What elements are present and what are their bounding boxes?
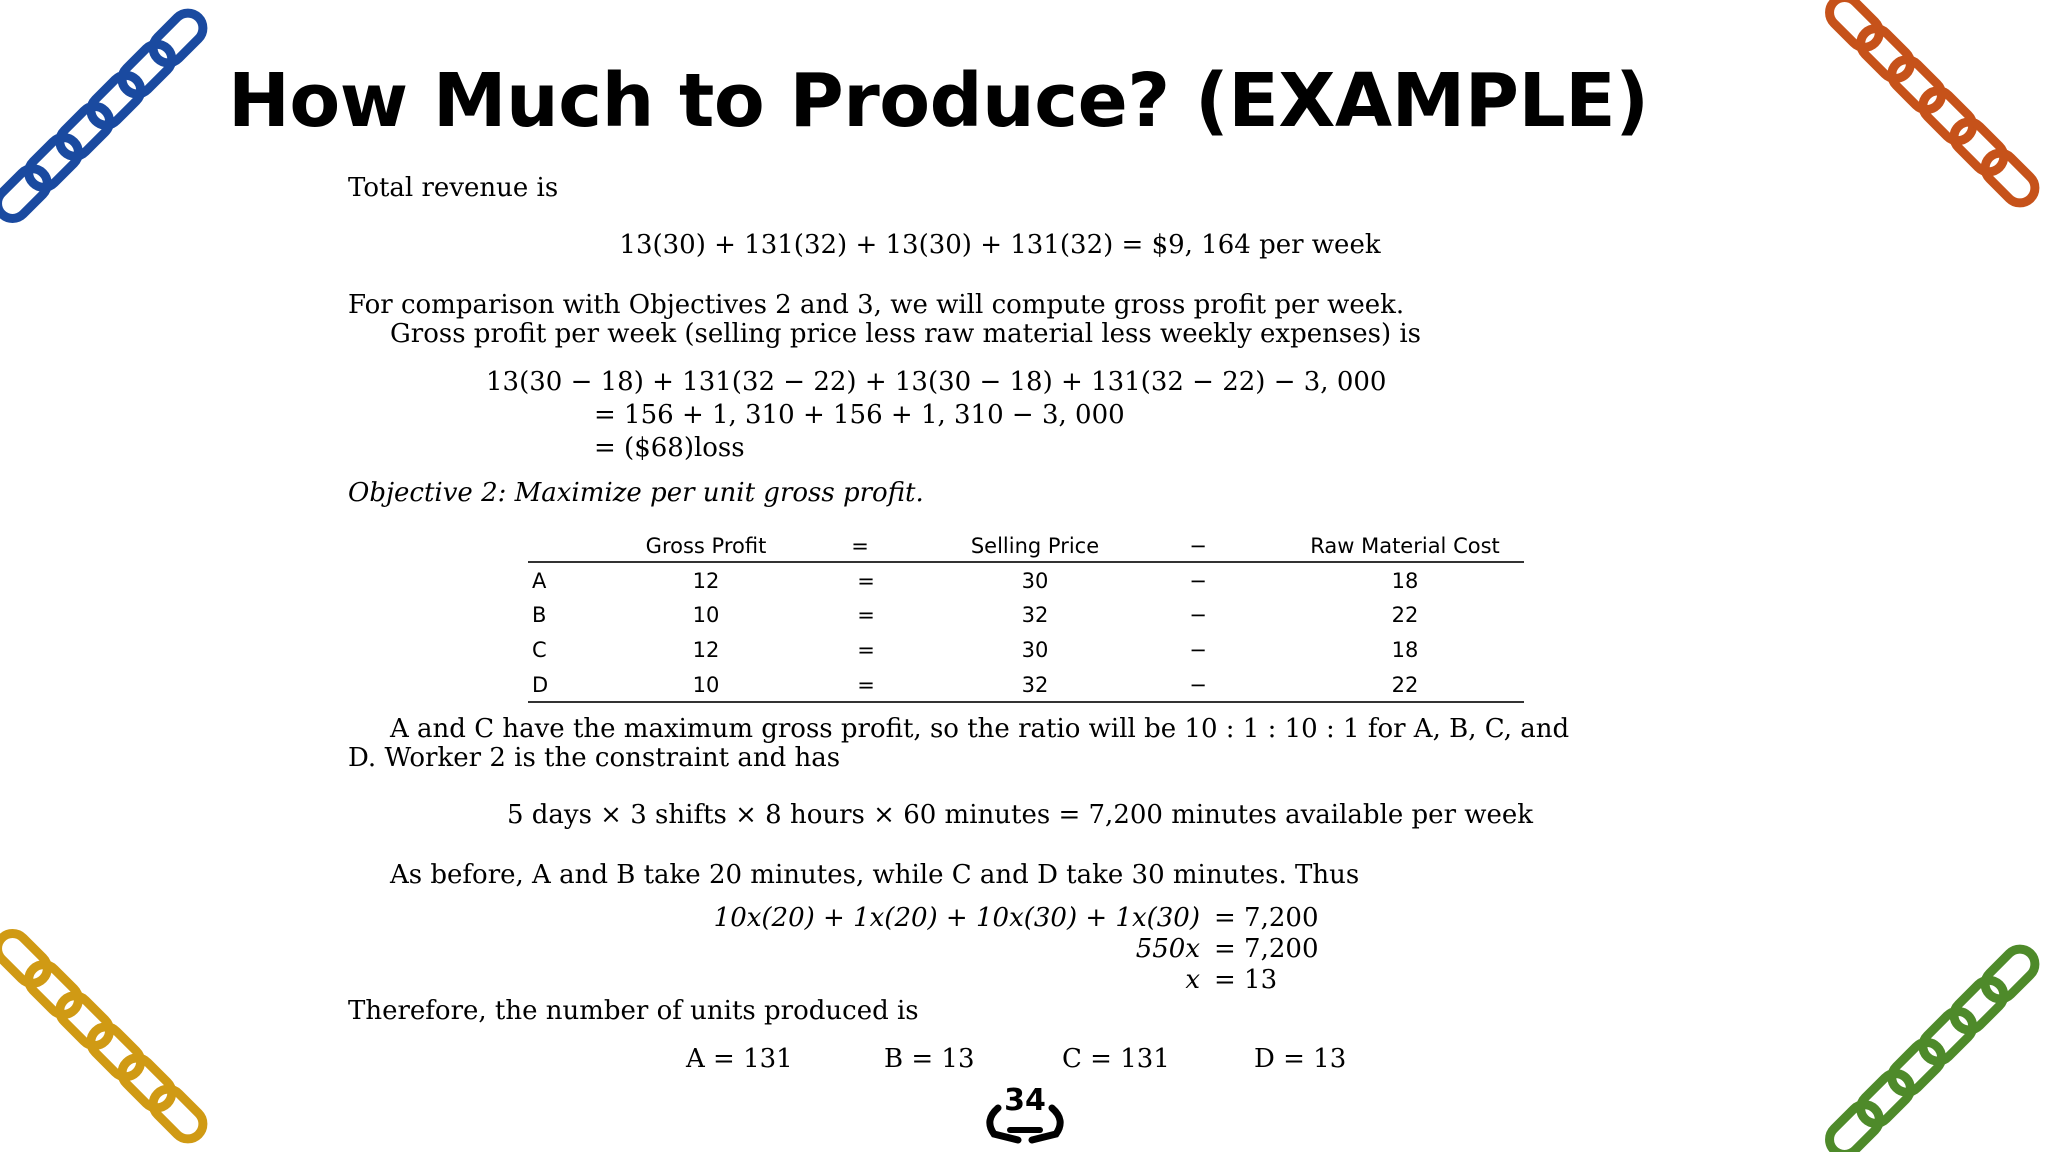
table-header-raw-material-cost: Raw Material Cost [1310, 534, 1500, 558]
table-cell-selling-price: 32 [1021, 603, 1049, 627]
table-row-label: B [532, 603, 547, 627]
table-header-gross-profit: Gross Profit [645, 534, 767, 558]
table-cell-gross-profit: 12 [692, 569, 720, 593]
solve-lhs-2: 550x [1135, 934, 1200, 964]
table-cell-selling-price: 30 [1021, 638, 1049, 662]
chain-top-right-icon [1818, 0, 2048, 230]
table-cell-equals: = [857, 603, 875, 627]
table-cell-equals: = [857, 638, 875, 662]
therefore-text: Therefore, the number of units produced is [348, 996, 919, 1026]
solve-rhs-1: = 7,200 [1214, 903, 1319, 933]
ratio-line-1: A and C have the maximum gross profit, so the ratio will be 10 : 1 : 10 : 1 for A, B, C, and [390, 714, 1570, 744]
units-b: B = 13 [884, 1044, 975, 1074]
solve-rhs-3: = 13 [1214, 965, 1278, 995]
units-d: D = 13 [1254, 1044, 1347, 1074]
units-c: C = 131 [1062, 1044, 1170, 1074]
chain-top-left-icon [0, 0, 230, 230]
gross-profit-line-1: 13(30 − 18) + 131(32 − 22) + 13(30 − 18) + 131(32 − 22) − 3, 000 [486, 367, 1387, 397]
ratio-line-2: D. Worker 2 is the constraint and has [348, 743, 841, 773]
as-before-text: As before, A and B take 20 minutes, while C and D take 30 minutes. Thus [390, 860, 1360, 890]
table-header-minus: − [1189, 534, 1207, 558]
table-header-selling-price: Selling Price [970, 534, 1100, 558]
table-cell-minus: − [1189, 603, 1207, 627]
gross-profit-line-3: = ($68)loss [594, 433, 745, 463]
page-title: How Much to Produce? (EXAMPLE) [228, 58, 1649, 144]
revenue-intro: Total revenue is [348, 173, 559, 203]
gross-profit-definition: Gross profit per week (selling price less raw material less weekly expenses) is [390, 319, 1422, 349]
table-cell-raw-material: 18 [1391, 638, 1419, 662]
table-row-label: C [532, 638, 547, 662]
table-cell-minus: − [1189, 638, 1207, 662]
solve-lhs-3: x [1185, 965, 1200, 995]
table-cell-equals: = [857, 569, 875, 593]
gross-profit-line-2: = 156 + 1, 310 + 156 + 1, 310 − 3, 000 [594, 400, 1125, 430]
table-cell-raw-material: 22 [1391, 603, 1419, 627]
units-a: A = 131 [686, 1044, 793, 1074]
table-rule-bottom [528, 701, 1524, 703]
chain-bottom-right-icon [1818, 922, 2048, 1152]
chain-bottom-left-icon [0, 922, 230, 1152]
table-row-label: D [532, 673, 549, 697]
table-cell-selling-price: 32 [1021, 673, 1049, 697]
table-cell-gross-profit: 12 [692, 638, 720, 662]
table-row-label: A [532, 569, 547, 593]
solve-rhs-2: = 7,200 [1214, 934, 1319, 964]
table-cell-selling-price: 30 [1021, 569, 1049, 593]
table-header-equals: = [851, 534, 869, 558]
table-cell-equals: = [857, 673, 875, 697]
page-number: 34 [1004, 1083, 1046, 1118]
solve-lhs-1: 10x(20) + 1x(20) + 10x(30) + 1x(30) [713, 903, 1200, 933]
table-cell-raw-material: 22 [1391, 673, 1419, 697]
objective-heading: Objective 2: Maximize per unit gross profit. [348, 478, 924, 508]
minutes-equation: 5 days × 3 shifts × 8 hours × 60 minutes = 7,200 minutes available per week [506, 800, 1534, 830]
table-cell-minus: − [1189, 673, 1207, 697]
revenue-equation: 13(30) + 131(32) + 13(30) + 131(32) = $9, 164 per week [619, 230, 1381, 260]
comparison-text: For comparison with Objectives 2 and 3, we will compute gross profit per week. [348, 290, 1405, 320]
table-cell-raw-material: 18 [1391, 569, 1419, 593]
table-cell-gross-profit: 10 [692, 673, 720, 697]
table-cell-minus: − [1189, 569, 1207, 593]
table-rule-top [528, 561, 1524, 563]
table-cell-gross-profit: 10 [692, 603, 720, 627]
